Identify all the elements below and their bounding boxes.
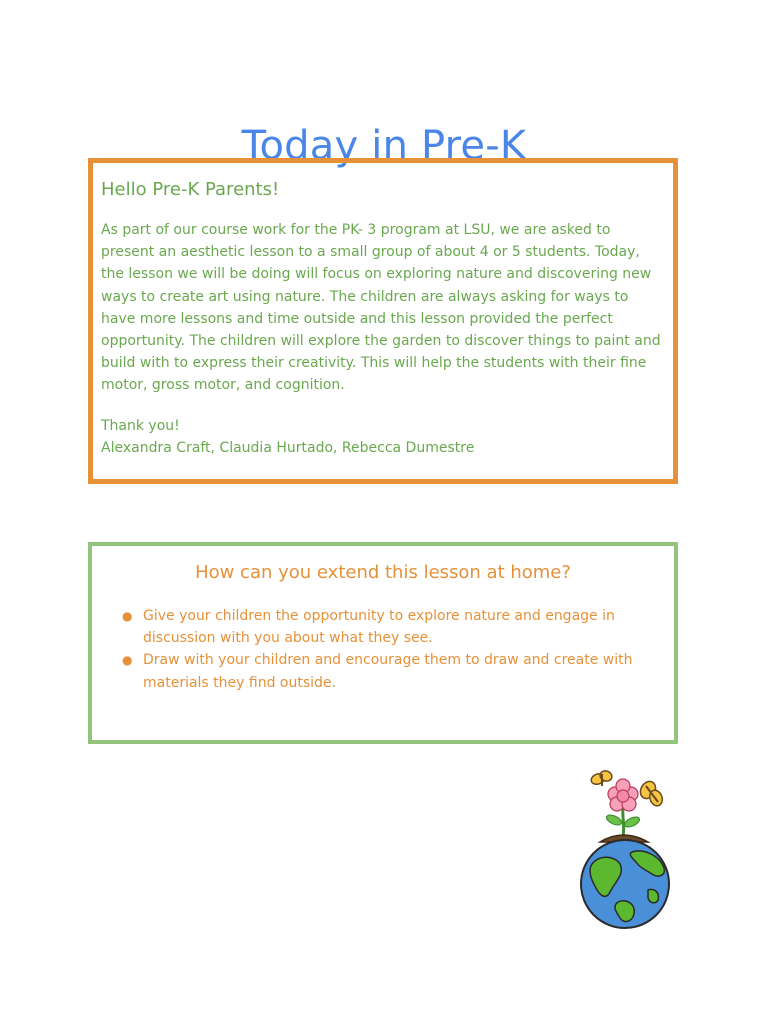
butterfly-icon (590, 769, 614, 786)
list-item (92, 649, 674, 693)
letter-closing: Thank you! (101, 417, 180, 434)
list-item-text: Give your children the opportunity to explore nature and engage in discussion with you about what they see. (143, 608, 615, 647)
globe-icon (581, 840, 669, 928)
extend-list (92, 605, 674, 694)
parent-letter-box (88, 158, 678, 484)
bullet-icon: ● (122, 653, 133, 668)
extend-heading: How can you extend this lesson at home? (195, 562, 571, 583)
list-item-text: Draw with your children and encourage them to draw and create with materials they find outside. (143, 652, 633, 691)
butterfly-icon (637, 779, 664, 808)
letter-greeting: Hello Pre-K Parents! (101, 179, 280, 200)
letter-closing-block (101, 415, 665, 459)
list-item (92, 605, 674, 649)
flower-icon (608, 779, 638, 811)
letter-signature: Alexandra Craft, Claudia Hurtado, Rebecca Dumestre (101, 439, 475, 456)
page-title: Today in Pre-K (241, 122, 527, 169)
bullet-icon: ● (122, 609, 133, 623)
extend-lesson-box (88, 542, 678, 744)
earth-flower-butterflies-icon (570, 764, 680, 944)
letter-body: As part of our course work for the PK- 3 program at LSU, we are asked to present an aesthetic lesson to a small group of about 4 or 5 students. Today, the lesson we will be doing will focus on exploring nature and discovering new ways to create art using nature. The children are always asking for ways to have more lessons and time outside and this lesson provided the perfect opportunity. The children will explore the garden to discover things to paint and build with to express their creativity. This will help the students with their fine motor, gross motor, and cognition. (101, 222, 661, 394)
